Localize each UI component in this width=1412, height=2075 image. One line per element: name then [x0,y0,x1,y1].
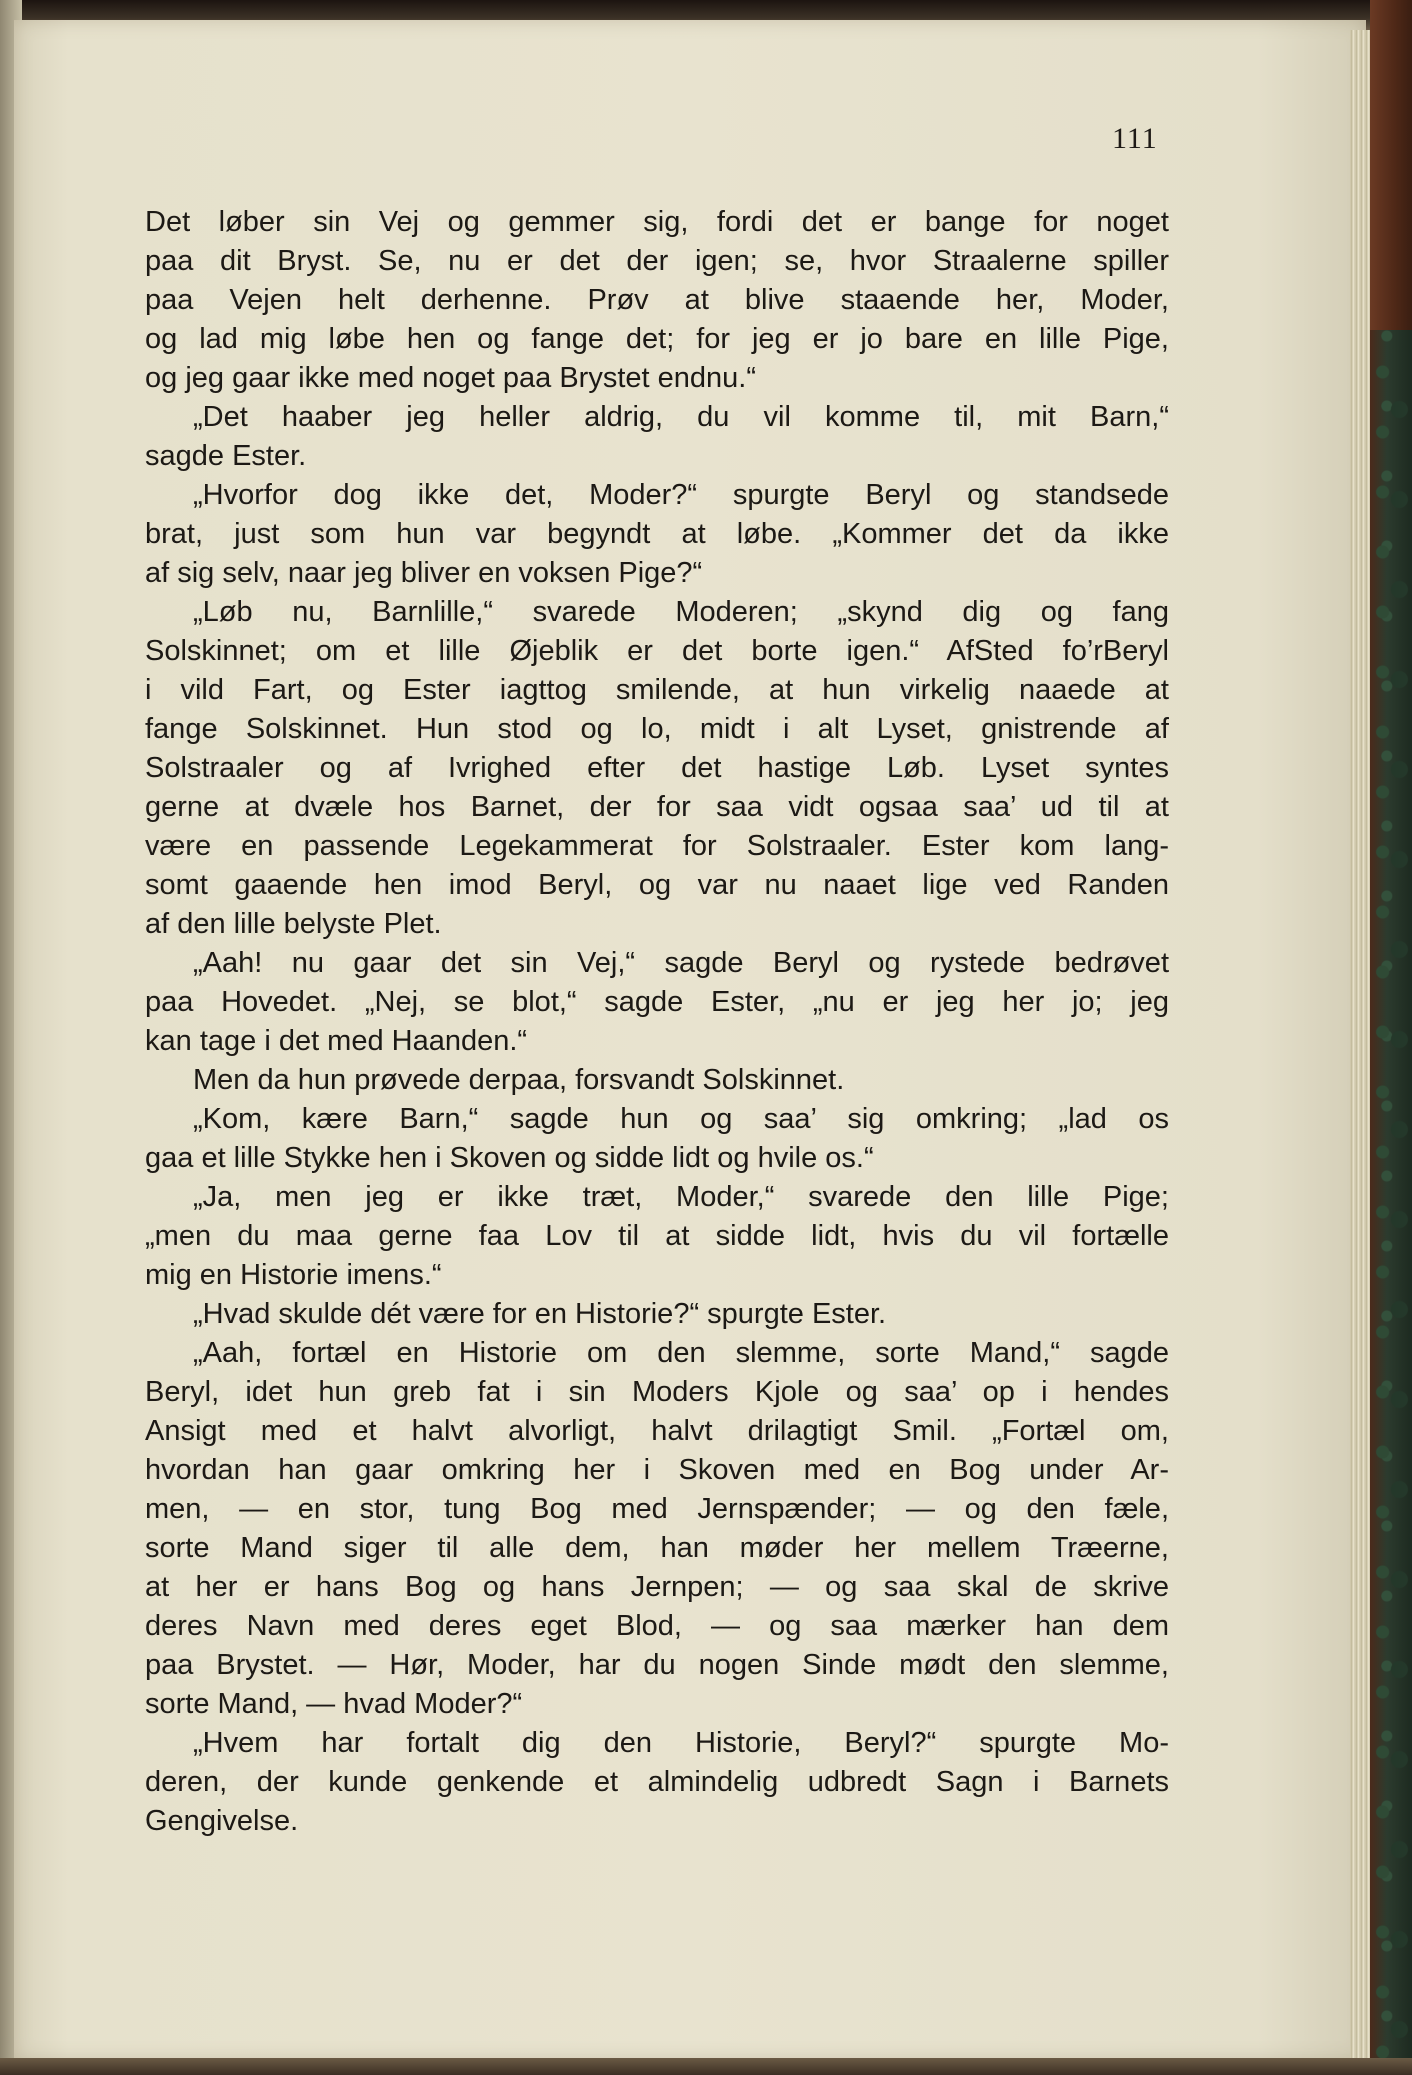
text-line: være en passende Legekammerat for Solstraaler. Ester kom lang- [145,830,1169,862]
page-edges [1350,30,1370,2060]
text-line: at her er hans Bog og hans Jernpen; — og saa skal de skrive [145,1571,1169,1603]
text-line: mig en Historie imens.“ [145,1259,442,1291]
text-line: „Det haaber jeg heller aldrig, du vil komme til, mit Barn,“ [193,401,1169,433]
text-line: „men du maa gerne faa Lov til at sidde lidt, hvis du vil fortælle [145,1220,1169,1252]
text-line: og jeg gaar ikke med noget paa Brystet endnu.“ [145,362,756,394]
text-line: Ansigt med et halvt alvorligt, halvt drilagtigt Smil. „Fortæl om, [145,1415,1169,1447]
text-line: „Ja, men jeg er ikke træt, Moder,“ svarede den lille Pige; [193,1181,1169,1213]
text-line: Men da hun prøvede derpaa, forsvandt Solskinnet. [193,1064,845,1096]
text-line: af sig selv, naar jeg bliver en voksen Pige?“ [145,557,703,589]
text-line: gaa et lille Stykke hen i Skoven og sidde lidt og hvile os.“ [145,1142,874,1174]
book-page [14,20,1366,2060]
text-line: Solskinnet; om et lille Øjeblik er det borte igen.“ AfSted fo’rBeryl [145,635,1169,667]
text-line: paa Brystet. — Hør, Moder, har du nogen Sinde mødt den slemme, [145,1649,1169,1681]
body-text [145,203,1169,1841]
text-line: kan tage i det med Haanden.“ [145,1025,528,1057]
text-line: og lad mig løbe hen og fange det; for jeg er jo bare en lille Pige, [145,323,1169,355]
book-bottom-edge [0,2058,1412,2075]
text-line: „Aah! nu gaar det sin Vej,“ sagde Beryl og rystede bedrøvet [193,947,1169,979]
book-cover-binding [1370,0,1412,330]
text-line: sagde Ester. [145,440,307,472]
text-line: „Hvorfor dog ikke det, Moder?“ spurgte Beryl og standsede [193,479,1169,511]
text-line: paa dit Bryst. Se, nu er det der igen; se, hvor Straalerne spiller [145,245,1169,277]
text-line: „Hvad skulde dét være for en Historie?“ spurgte Ester. [193,1298,887,1330]
text-line: gerne at dvæle hos Barnet, der for saa vidt ogsaa saa’ ud til at [145,791,1169,823]
text-line: paa Hovedet. „Nej, se blot,“ sagde Ester, „nu er jeg her jo; jeg [145,986,1169,1018]
text-line: deren, der kunde genkende et almindelig udbredt Sagn i Barnets [145,1766,1169,1798]
text-line: brat, just som hun var begyndt at løbe. „Kommer det da ikke [145,518,1169,550]
text-line: af den lille belyste Plet. [145,908,442,940]
text-line: „Aah, fortæl en Historie om den slemme, sorte Mand,“ sagde [193,1337,1169,1369]
text-line: Beryl, idet hun greb fat i sin Moders Kjole og saa’ op i hendes [145,1376,1169,1408]
text-line: men, — en stor, tung Bog med Jernspænder; — og den fæle, [145,1493,1169,1525]
text-line: paa Vejen helt derhenne. Prøv at blive staaende her, Moder, [145,284,1169,316]
text-line: somt gaaende hen imod Beryl, og var nu naaet lige ved Randen [145,869,1169,901]
text-line: deres Navn med deres eget Blod, — og saa mærker han dem [145,1610,1169,1642]
text-line: sorte Mand siger til alle dem, han møder her mellem Træerne, [145,1532,1169,1564]
text-line: Solstraaler og af Ivrighed efter det hastige Løb. Lyset syntes [145,752,1169,784]
text-line: „Løb nu, Barnlille,“ svarede Moderen; „skynd dig og fang [193,596,1169,628]
text-line: „Hvem har fortalt dig den Historie, Beryl?“ spurgte Mo- [193,1727,1169,1759]
page-number: 111 [1112,122,1158,155]
text-line: hvordan han gaar omkring her i Skoven med en Bog under Ar- [145,1454,1169,1486]
text-line: sorte Mand, — hvad Moder?“ [145,1688,523,1720]
text-line: Gengivelse. [145,1805,299,1837]
text-line: Det løber sin Vej og gemmer sig, fordi det er bange for noget [145,206,1169,238]
text-line: i vild Fart, og Ester iagttog smilende, at hun virkelig naaede at [145,674,1169,706]
text-line: „Kom, kære Barn,“ sagde hun og saa’ sig omkring; „lad os [193,1103,1169,1135]
text-line: fange Solskinnet. Hun stod og lo, midt i alt Lyset, gnistrende af [145,713,1169,745]
